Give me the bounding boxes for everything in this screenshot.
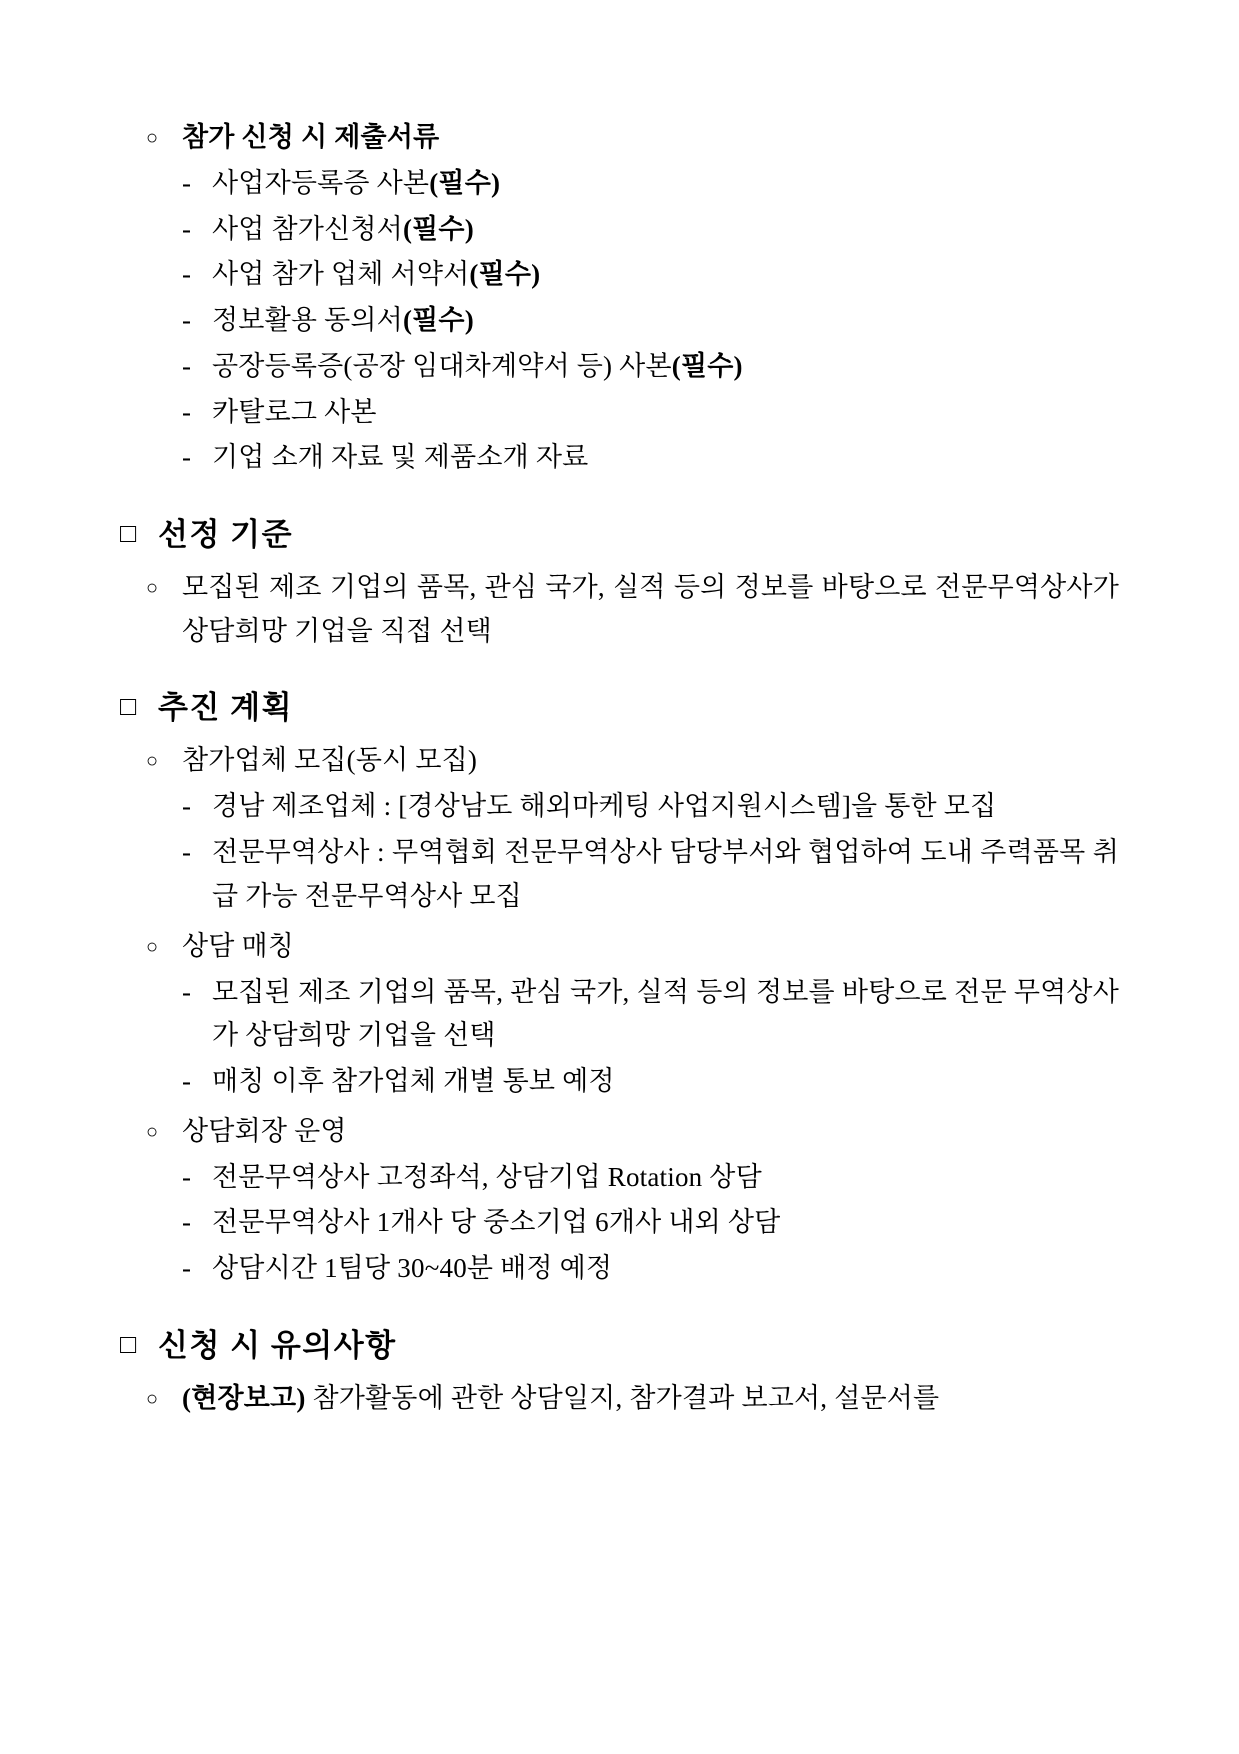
recruit-title-text: 참가업체 모집(동시 모집) [182,745,478,776]
heading-selection-criteria [120,514,1119,556]
list-item-recruit-2 [120,831,1119,918]
dash-bullet-icon: - [182,442,191,473]
document-2-text: 사업 참가신청서 [212,213,403,244]
document-5-suffix: (필수) [671,350,743,381]
list-item-recruit-1 [120,785,1119,829]
circle-bullet-icon: ○ [146,750,159,773]
heading-application-notes [120,1325,1119,1367]
square-bullet-icon: □ [120,1328,138,1359]
document-5-text: 공장등록증(공장 임대차계약서 등) 사본 [212,350,672,381]
dash-bullet-icon: - [182,1253,191,1284]
recruit-2-text: 전문무역상사 : 무역협회 전문무역상사 담당부서와 협업하여 도내 주력품목 취급 가능 전문무역상사 모집 [212,837,1119,911]
dash-bullet-icon: - [182,1065,191,1096]
circle-bullet-icon: ○ [146,935,159,958]
dash-bullet-icon: - [182,1161,191,1192]
section-selection-criteria [120,514,1119,653]
selection-body-text: 모집된 제조 기업의 품목, 관심 국가, 실적 등의 정보를 바탕으로 전문무역상사가 상담희망 기업을 직접 선택 [182,571,1119,646]
dash-bullet-icon: - [182,1207,191,1238]
section-promotion-plan [120,687,1119,1290]
list-item-document-7 [120,436,1119,480]
notes-1-rest: 참가활동에 관한 상담일지, 참가결과 보고서, 설문서를 [305,1382,940,1413]
recruit-1-text: 경남 제조업체 : [경상남도 해외마케팅 사업지원시스템]을 통한 모집 [212,791,997,822]
document-6-text: 카탈로그 사본 [212,396,377,427]
dash-bullet-icon: - [182,305,191,336]
heading-application-notes-text: 신청 시 유의사항 [158,1327,397,1363]
document-3-text: 사업 참가 업체 서약서 [212,259,470,290]
venue-1-text: 전문무역상사 고정좌석, 상담기업 Rotation 상담 [212,1161,762,1192]
matching-2-text: 매칭 이후 참가업체 개별 통보 예정 [212,1065,615,1096]
list-item-venue-1 [120,1156,1119,1200]
document-2-suffix: (필수) [402,213,474,244]
dash-bullet-icon: - [182,837,191,868]
square-bullet-icon: □ [120,691,138,722]
matching-title-text: 상담 매칭 [182,930,295,961]
heading-promotion-plan [120,687,1119,729]
circle-bullet-icon: ○ [146,127,159,149]
list-item-document-1 [120,162,1119,206]
list-item-venue-3 [120,1247,1119,1291]
section-application-notes [120,1325,1119,1421]
heading-promotion-plan-text: 추진 계획 [158,690,294,726]
dash-bullet-icon: - [182,976,191,1007]
list-item-document-3 [120,253,1119,297]
list-item-selection-body [120,566,1119,653]
circle-bullet-icon: ○ [146,1120,159,1143]
list-item-venue-2 [120,1201,1119,1245]
document-1-text: 사업자등록증 사본 [212,168,430,198]
square-bullet-icon: □ [120,518,138,549]
dash-bullet-icon: - [182,213,191,244]
list-item-venue-title [120,1110,1119,1154]
list-item-document-2 [120,208,1119,252]
list-item-matching-1 [120,971,1119,1058]
dash-bullet-icon: - [182,396,191,427]
list-item-notes-1 [120,1377,1119,1421]
circle-bullet-icon: ○ [146,576,159,599]
venue-title-text: 상담회장 운영 [182,1115,347,1146]
list-item-document-4 [120,299,1119,343]
matching-1-text: 모집된 제조 기업의 품목, 관심 국가, 실적 등의 정보를 바탕으로 전문 무역상사가 상담희망 기업을 선택 [212,976,1119,1051]
dash-bullet-icon: - [182,168,191,198]
document-1-suffix: (필수) [429,168,501,198]
documents-title-text: 참가 신청 시 제출서류 [182,122,440,152]
venue-3-text: 상담시간 1팀당 30~40분 배정 예정 [212,1253,613,1284]
list-item-recruit-title [120,739,1119,783]
list-item-matching-title [120,925,1119,969]
list-item-matching-2 [120,1060,1119,1104]
document-4-text: 정보활용 동의서 [212,305,403,336]
list-item-document-5 [120,345,1119,389]
notes-1-bold: (현장보고) [182,1382,306,1413]
document-3-suffix: (필수) [469,259,541,290]
heading-selection-criteria-text: 선정 기준 [158,517,294,553]
dash-bullet-icon: - [182,350,191,381]
dash-bullet-icon: - [182,791,191,822]
venue-2-text: 전문무역상사 1개사 당 중소기업 6개사 내외 상담 [212,1207,781,1238]
document-4-suffix: (필수) [402,305,474,336]
dash-bullet-icon: - [182,259,191,290]
section-required-documents [120,116,1119,480]
circle-bullet-icon: ○ [146,1387,159,1410]
document-7-text: 기업 소개 자료 및 제품소개 자료 [212,442,589,473]
list-item-document-6 [120,391,1119,435]
list-item-documents-title [120,116,1119,160]
